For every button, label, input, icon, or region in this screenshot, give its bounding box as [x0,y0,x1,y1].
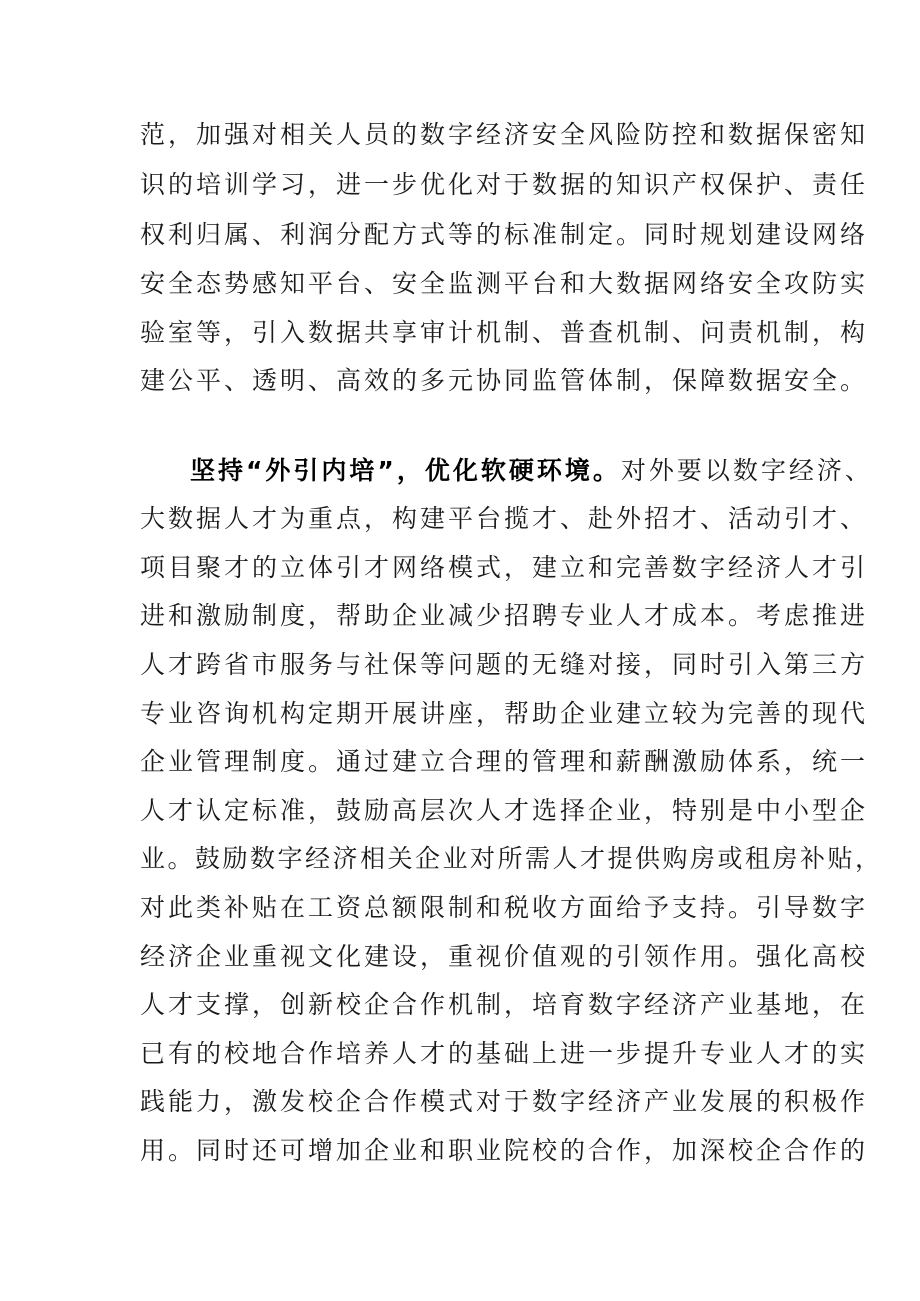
paragraph-2-line-14: 践能力，激发校企合作模式对于数字经济产业发展的积极作 [140,1087,869,1116]
paragraph-2-line-8: 人才认定标准，鼓励高层次人才选择企业，特别是中小型企 [140,796,869,825]
paragraph-2-first-line [190,454,873,488]
paragraph-1-line-6: 建公平、透明、高效的多元协同监管体制，保障数据安全。 [140,366,869,395]
paragraph-1-line-3: 权利归属、利润分配方式等的标准制定。同时规划建设网络 [140,220,869,249]
paragraph-1-line-1: 范，加强对相关人员的数字经济安全风险防控和数据保密知 [140,120,869,149]
paragraph-2-line-3: 项目聚才的立体引才网络模式，建立和完善数字经济人才引 [140,553,869,582]
paragraph-2-line-13: 已有的校地合作培养人才的基础上进一步提升专业人才的实 [140,1039,869,1068]
paragraph-2-line-5: 人才跨省市服务与社保等问题的无缝对接，同时引入第三方 [140,650,869,679]
paragraph-1-line-4: 安全态势感知平台、安全监测平台和大数据网络安全攻防实 [140,269,869,298]
paragraph-2-line-11: 经济企业重视文化建设，重视价值观的引领作用。强化高校 [140,942,869,971]
paragraph-2-line-7: 企业管理制度。通过建立合理的管理和薪酬激励体系，统一 [140,747,869,776]
paragraph-2-line-10: 对此类补贴在工资总额限制和税收方面给予支持。引导数字 [140,893,869,922]
paragraph-2-line-6: 专业咨询机构定期开展讲座，帮助企业建立较为完善的现代 [140,699,869,728]
paragraph-2-first-line-rest: 对外要以数字经济、 [620,456,873,485]
paragraph-1-line-5: 验室等，引入数据共享审计机制、普查机制、问责机制，构 [140,318,869,347]
paragraph-2-line-15: 用。同时还可增加企业和职业院校的合作，加深校企合作的 [140,1136,869,1165]
paragraph-2-line-9: 业。鼓励数字经济相关企业对所需人才提供购房或租房补贴， [140,844,883,873]
paragraph-2-line-2: 大数据人才为重点，构建平台揽才、赴外招才、活动引才、 [140,504,869,533]
paragraph-1-line-2: 识的培训学习，进一步优化对于数据的知识产权保护、责任 [140,170,869,199]
paragraph-2-line-4: 进和激励制度，帮助企业减少招聘专业人才成本。考虑推进 [140,601,869,630]
paragraph-2-line-12: 人才支撑，创新校企合作机制，培育数字经济产业基地，在 [140,990,869,1019]
paragraph-2-heading: 坚持“外引内培”，优化软硬环境。 [190,456,621,485]
